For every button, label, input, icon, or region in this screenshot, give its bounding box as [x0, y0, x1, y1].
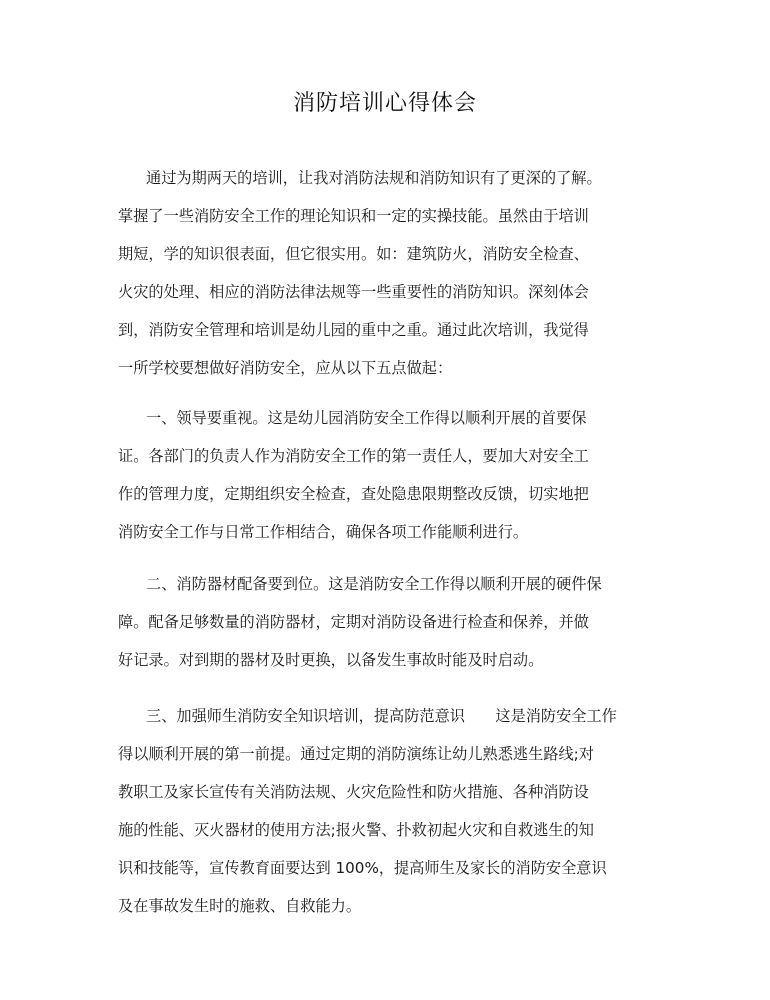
paragraph-2-line-3: 作的管理力度，定期组织安全检查，查处隐患限期整改反馈，切实地把 [118, 485, 589, 503]
paragraph-4-line-3: 教职工及家长宣传有关消防法规、火灾危险性和防火措施、各种消防设 [118, 783, 589, 801]
paragraph-1-line-2: 掌握了一些消防安全工作的理论知识和一定的实操技能。虽然由于培训 [118, 207, 589, 225]
paragraph-3-line-3: 好记录。对到期的器材及时更换，以备发生事故时能及时启动。 [118, 651, 544, 669]
paragraph-2-line-4: 消防安全工作与日常工作相结合，确保各项工作能顺利进行。 [118, 523, 529, 541]
paragraph-2-line-2: 证。各部门的负责人作为消防安全工作的第一责任人，要加大对安全工 [118, 447, 589, 465]
paragraph-4-line-5: 识和技能等，宣传教育面要达到 100%，提高师生及家长的消防安全意识 [118, 859, 607, 877]
paragraph-4-line-6: 及在事故发生时的施救、自救能力。 [118, 897, 361, 915]
paragraph-1-line-4: 火灾的处理、相应的消防法律法规等一些重要性的消防知识。深刻体会 [118, 283, 589, 301]
paragraph-1-line-5: 到，消防安全管理和培训是幼儿园的重中之重。通过此次培训，我觉得 [118, 321, 589, 339]
paragraph-1-line-1: 通过为期两天的培训，让我对消防法规和消防知识有了更深的了解。 [146, 169, 602, 187]
paragraph-3-line-2: 障。配备足够数量的消防器材，定期对消防设备进行检查和保养，并做 [118, 613, 589, 631]
paragraph-4-line-4: 施的性能、灭火器材的使用方法;报火警、扑救初起火灾和自救逃生的知 [118, 821, 594, 839]
document-title: 消防培训心得体会 [292, 91, 477, 116]
paragraph-1-line-6: 一所学校要想做好消防安全，应从以下五点做起： [118, 359, 453, 377]
paragraph-4-line-2: 得以顺利开展的第一前提。通过定期的消防演练让幼儿熟悉逃生路线;对 [118, 745, 594, 763]
paragraph-1-line-3: 期短，学的知识很表面，但它很实用。如：建筑防火，消防安全检查、 [118, 245, 589, 263]
paragraph-2-line-1: 一、领导要重视。这是幼儿园消防安全工作得以顺利开展的首要保 [146, 409, 587, 427]
paragraph-3-line-1: 二、消防器材配备要到位。这是消防安全工作得以顺利开展的硬件保 [146, 575, 602, 593]
paragraph-4-line-1: 三、加强师生消防安全知识培训，提高防范意识 这是消防安全工作 [146, 707, 617, 725]
